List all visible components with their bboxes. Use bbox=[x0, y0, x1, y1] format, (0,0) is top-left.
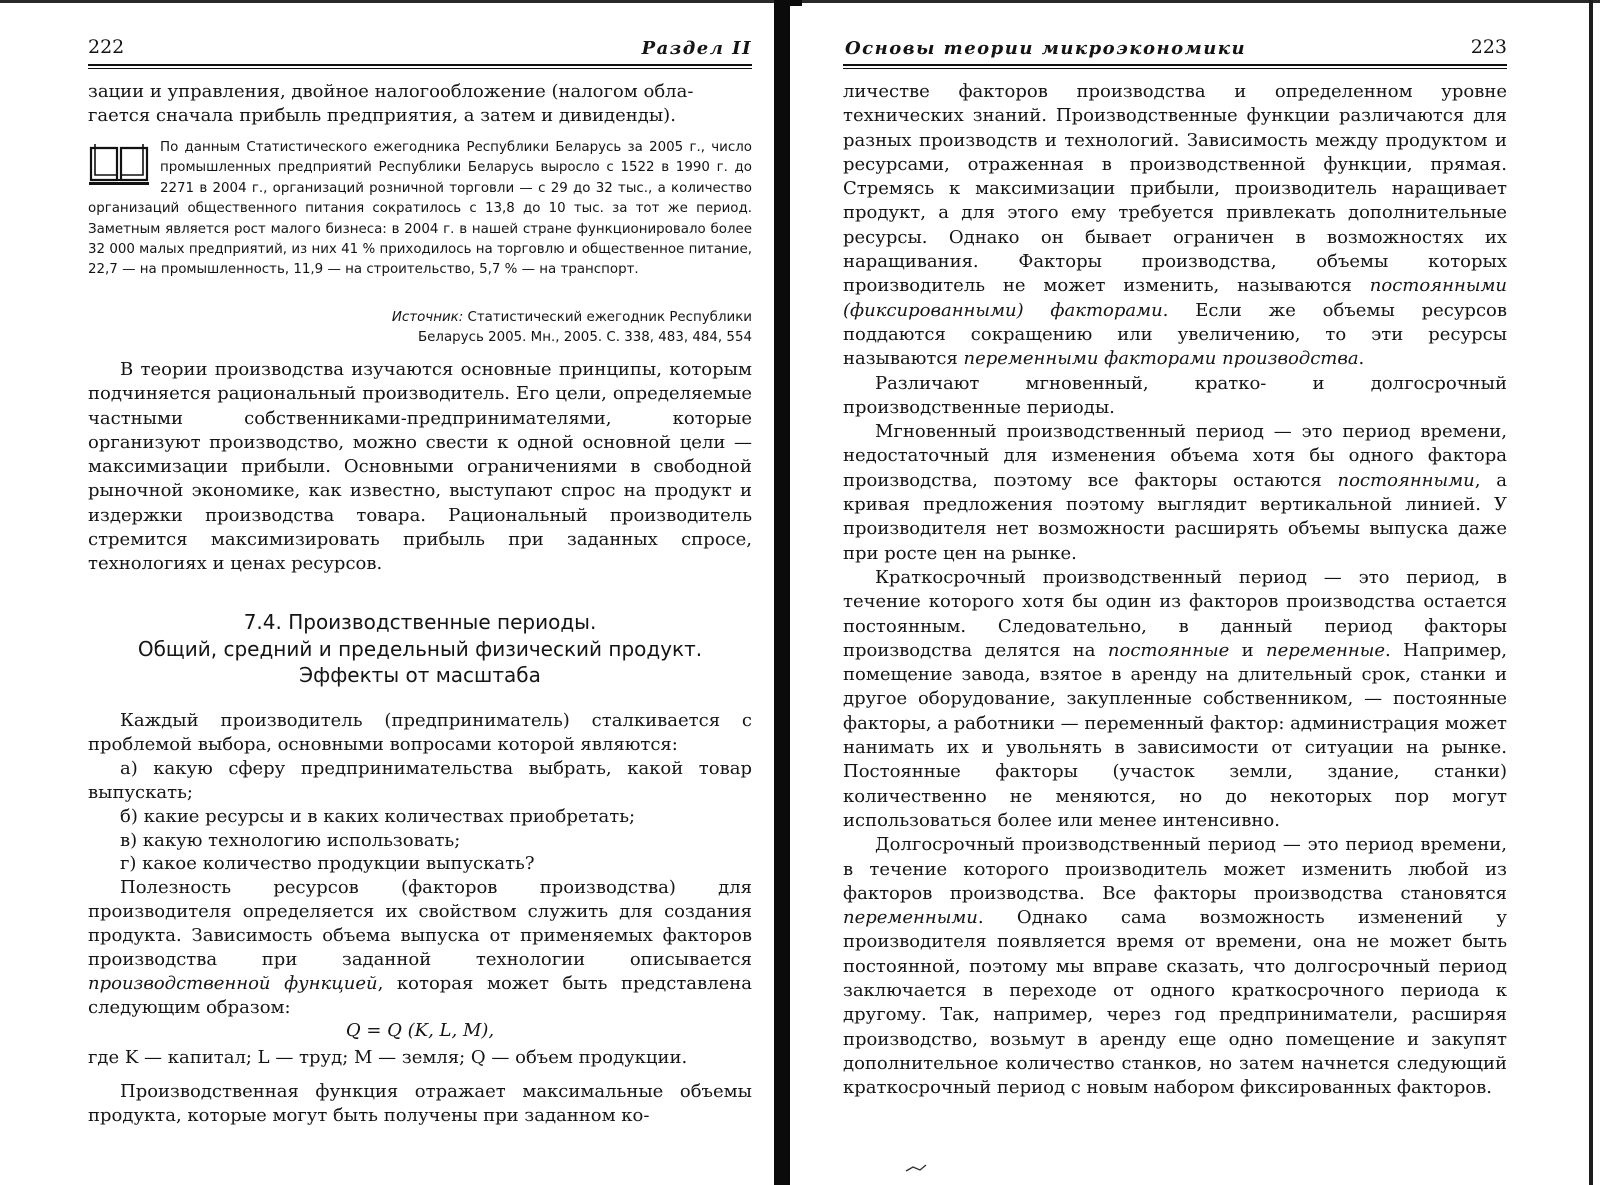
left-header-rule bbox=[88, 64, 752, 66]
note-source bbox=[348, 308, 752, 348]
right-running-title: Основы теории микроэкономики bbox=[845, 38, 1247, 59]
list-item: б) какие ресурсы и в каких количествах приобретать; bbox=[120, 805, 636, 827]
utility-text-start: Полезность ресурсов (факторов производства) для производителя определяется их свойством служить для создания продукта. Зависимость объема выпуска от применяемых факторов производства при заданной технологии описывается bbox=[88, 877, 752, 971]
source-line-2: Беларусь 2005. Мн., 2005. С. 338, 483, 484, 554 bbox=[417, 330, 752, 345]
section-heading-line-3: Эффекты от масштаба bbox=[299, 663, 541, 687]
choice-block bbox=[88, 709, 752, 1020]
intro-line: гается сначала прибыль предприятия, а затем и дивиденды). bbox=[88, 105, 676, 127]
term-production-function: производственной функцией bbox=[88, 972, 378, 994]
note-text: По данным Статистического ежегодника Республики Беларусь за 2005 г., число промышленных предприятий Республики Беларусь выросло с 1522 в 1990 г. до 2271 в 2004 г., организаций розничной торговли — с 29 до 32 тыс., а количество организаций общественного питания сократилось с 13,8 до 10 тыс. за тот же период. Заметным является рост малого бизнеса: в 2004 г. в нашей стране функционировало более 32 000 малых предприятий, из них 41 % приходилось на торговлю и общественное питание, 22,7 — на промышленность, 11,9 — на строительство, 5,7 % — на транспорт. bbox=[88, 140, 752, 278]
periods-paragraph: Различают мгновенный, кратко- и долгосрочный производственные периоды. bbox=[843, 372, 1507, 418]
left-page-number: 222 bbox=[88, 36, 125, 58]
formula-legend: где K — капитал; L — труд; M — земля; Q — объем продукции. bbox=[88, 1047, 688, 1068]
instant-text-end: , а кривая предложения поэтому выглядит вертикальной линией. У производителя нет возможности расширять объемы выпуска даже при росте цен на рынке. bbox=[843, 469, 1507, 564]
continuation-text-end: . bbox=[1358, 348, 1365, 370]
term-constant: постоянными bbox=[1337, 469, 1475, 491]
book-gutter-tip bbox=[790, 0, 802, 6]
long-text-end: . Однако сама возможность изменений у производителя появляется время от времени, она не может быть постоянной, поэтому мы вправе сказать, что долгосрочный период заключается в переходе от одного краткосрочного периода к другому. Так, например, через год предприниматели, расширяя производство, возьмут в аренду еще одно помещение и закупят дополнительное количество станков, но затем начнется следующий краткосрочный период с новым набором фиксированных факторов. bbox=[843, 907, 1507, 1099]
theory-paragraph-block bbox=[88, 358, 752, 577]
statistics-note bbox=[88, 138, 752, 281]
book-icon bbox=[88, 142, 150, 186]
utility-text-end: , которая может быть представлена следующим образом: bbox=[88, 972, 752, 1018]
term-constant-plural: постоянные bbox=[1107, 639, 1230, 661]
instant-period-paragraph bbox=[843, 420, 1507, 566]
term-variable-factors: переменными факторами производства bbox=[963, 348, 1359, 370]
function-paragraph: Производственная функция отражает максимальные объемы продукта, которые могут быть получены при заданном ко- bbox=[88, 1081, 752, 1127]
word-and: и bbox=[1229, 639, 1267, 661]
left-intro-text bbox=[88, 80, 752, 129]
scan-speck bbox=[904, 1163, 928, 1173]
short-period-paragraph bbox=[843, 566, 1507, 833]
right-body bbox=[843, 80, 1507, 1100]
intro-line: зации и управления, двойное налогообложение (налогом обла- bbox=[88, 81, 694, 102]
long-text-start: Долгосрочный производственный период — это период времени, в течение которого производитель может изменить любой из факторов производства. Все факторы производства становятся bbox=[843, 834, 1507, 904]
list-item: г) какое количество продукции выпускать? bbox=[120, 853, 535, 875]
left-running-title: Раздел II bbox=[641, 38, 752, 59]
right-header-rule bbox=[843, 64, 1507, 66]
choice-paragraph: Каждый производитель (предприниматель) сталкивается с проблемой выбора, основными вопросами которой являются: bbox=[88, 710, 752, 755]
section-heading-line-1: 7.4. Производственные периоды. bbox=[243, 610, 597, 634]
right-page-number: 223 bbox=[1470, 36, 1507, 58]
continuation-paragraph bbox=[843, 80, 1507, 372]
function-block bbox=[88, 1080, 752, 1129]
source-label: Источник: bbox=[391, 310, 464, 325]
term-variable-plural: переменные bbox=[1266, 639, 1386, 661]
right-header-rule-thin bbox=[843, 68, 1507, 69]
list-item: а) какую сферу предпринимательства выбрать, какой товар выпускать; bbox=[88, 757, 752, 803]
term-variable-instrumental: переменными bbox=[843, 907, 978, 929]
short-text-end: . Например, помещение завода, взятое в аренду на длительный срок, станки и другое оборудование, закупленные собственником, — постоянные факторы, а работники — переменный фактор: администрация может нанимать их и увольнять в зависимости от ситуации на рынке. Постоянные факторы (участок земли, здание, станки) количественно не меняются, но до некоторых пор могут использоваться более или менее интенсивно. bbox=[843, 639, 1507, 831]
term-fixed-factors: постоянными (фиксированными) факторами bbox=[843, 275, 1507, 321]
long-period-paragraph bbox=[843, 833, 1507, 1100]
short-text-start: Краткосрочный производственный период — это период, в течение которого хотя бы один из факторов производства остается постоянным. Следовательно, в данный период факторы производства делятся на bbox=[843, 566, 1507, 661]
section-heading-line-2: Общий, средний и предельный физический продукт. bbox=[137, 636, 703, 661]
scan-right-edge bbox=[1589, 0, 1593, 1185]
right-running-head bbox=[843, 36, 1507, 64]
theory-paragraph: В теории производства изучаются основные принципы, которым подчиняется рациональный производитель. Его цели, определяемые частными собственниками-предпринимателями, которые организуют производство, можно свести к одной основной цели — максимизации прибыли. Основными ограничениями в свободной рыночной экономике, как известно, выступают спрос на продукт и издержки производства товара. Рациональный производитель стремится максимизировать прибыль при заданных спросе, технологиях и ценах ресурсов. bbox=[88, 359, 752, 575]
book-gutter bbox=[774, 0, 790, 1185]
source-line-1: Статистический ежегодник Республики bbox=[467, 310, 752, 325]
list-item: в) какую технологию использовать; bbox=[120, 829, 461, 851]
left-running-head bbox=[88, 36, 752, 64]
production-formula: Q = Q (K, L, M), bbox=[345, 1020, 495, 1041]
continuation-text-start: личестве факторов производства и определенном уровне технических знаний. Производственные функции различаются для разных производств и технологий. Зависимость между продуктом и ресурсами, отраженная в производственной функции, прямая. Стремясь к максимизации прибыли, производитель наращивает продукт, а для этого ему требуется привлекать дополнительные ресурсы. Однако он бывает ограничен в возможностях их наращивания. Факторы производства, объемы которых производитель не может изменить, называются bbox=[843, 81, 1507, 297]
left-page bbox=[88, 0, 752, 1185]
continuation-text-mid: . Если же объемы ресурсов поддаются сокращению или увеличению, то эти ресурсы называются bbox=[843, 299, 1508, 370]
utility-paragraph bbox=[88, 876, 752, 1019]
section-heading bbox=[88, 609, 752, 689]
left-header-rule-thin bbox=[88, 68, 752, 69]
right-page bbox=[843, 0, 1507, 1185]
instant-text-start: Мгновенный производственный период — это период времени, недостаточный для изменения объема хотя бы одного фактора производства, поэтому все факторы остаются bbox=[843, 421, 1507, 491]
